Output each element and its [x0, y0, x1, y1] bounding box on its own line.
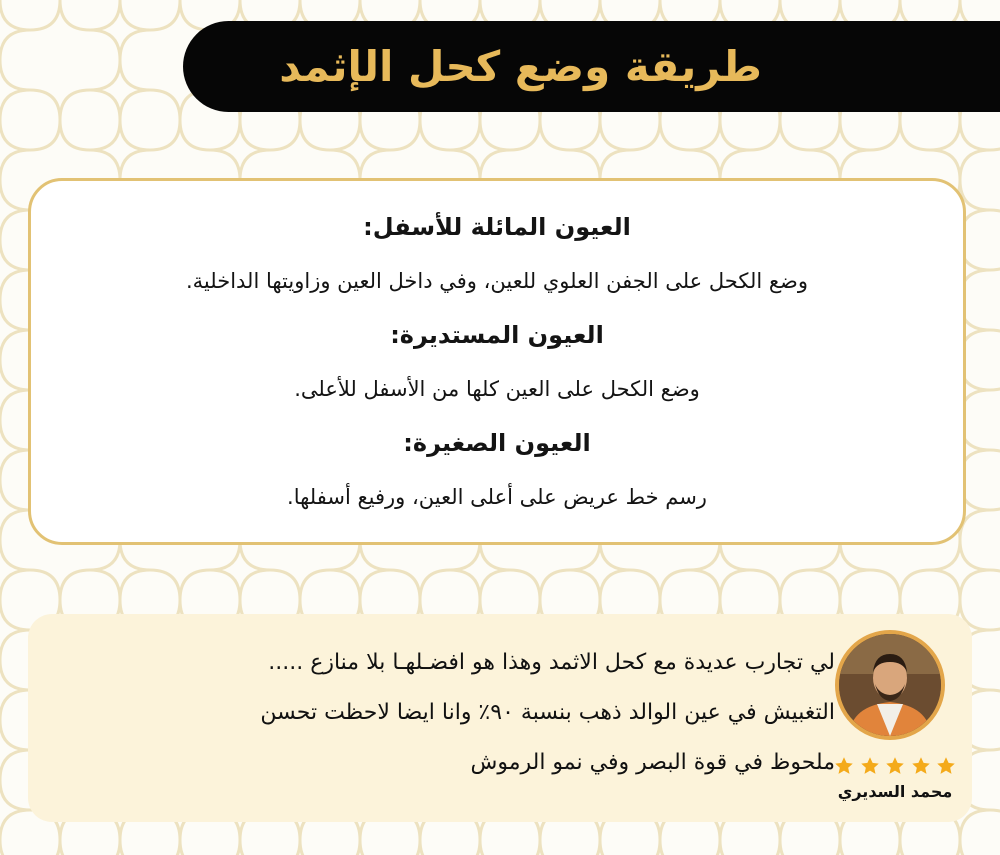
reviewer-name: محمد السديري	[837, 782, 953, 801]
star-icon	[885, 756, 905, 776]
testimonial-line: ملحوظ في قوة البصر وفي نمو الرموش	[470, 750, 835, 775]
testimonial-line: لي تجارب عديدة مع كحل الاثمد وهذا هو افضـلهـا بلا منازع .....	[268, 650, 835, 675]
testimonial-line: التغبيش في عين الوالد ذهب بنسبة ٩٠٪ وانا ايضا لاحظت تحسن	[260, 700, 835, 725]
section-heading-droopy-eyes: العيون المائلة للأسفل:	[363, 213, 631, 241]
star-icon	[860, 756, 880, 776]
section-heading-small-eyes: العيون الصغيرة:	[403, 429, 591, 457]
section-text-droopy-eyes: وضع الكحل على الجفن العلوي للعين، وفي داخل العين وزاويتها الداخلية.	[185, 269, 808, 293]
eye-shapes-card	[28, 178, 966, 545]
rating-stars	[834, 756, 956, 778]
section-text-small-eyes: رسم خط عريض على أعلى العين، ورفيع أسفلها.	[287, 485, 707, 509]
star-icon	[911, 756, 931, 776]
section-text-round-eyes: وضع الكحل على العين كلها من الأسفل للأعلى.	[294, 377, 700, 401]
title-banner	[183, 21, 1000, 112]
star-icon	[834, 756, 854, 776]
star-icon	[936, 756, 956, 776]
section-heading-round-eyes: العيون المستديرة:	[390, 321, 604, 349]
page-title: طريقة وضع كحل الإثمد	[279, 42, 762, 91]
reviewer-avatar	[835, 630, 945, 740]
